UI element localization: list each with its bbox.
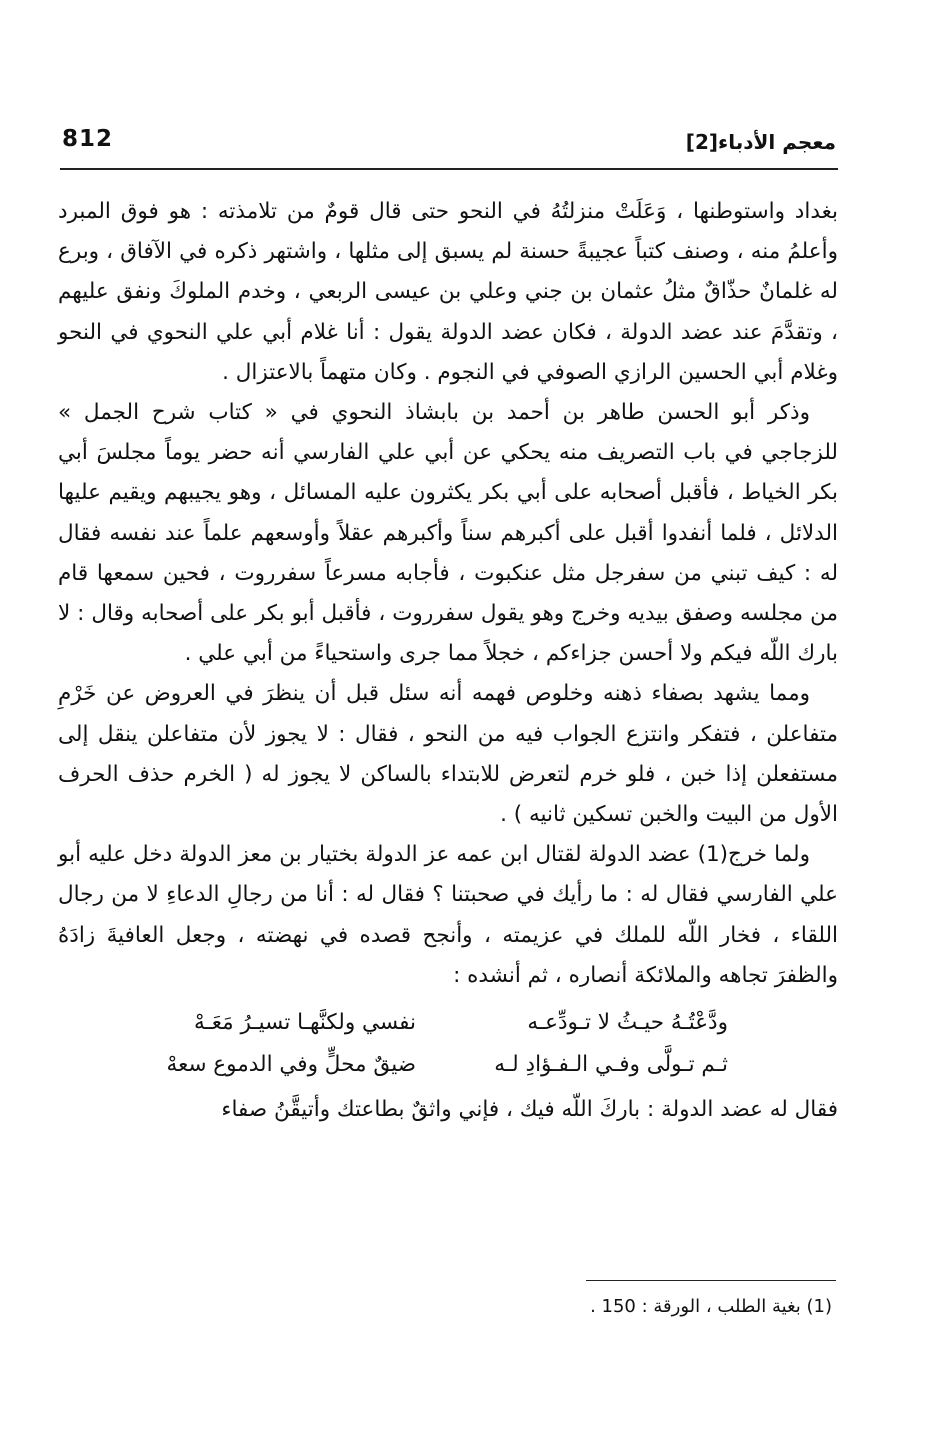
footnote: (1) بغية الطلب ، الورقة : 150 . <box>590 1296 832 1317</box>
main-text <box>58 192 838 1130</box>
paragraph: ولما خرج(1) عضد الدولة لقتال ابن عمه عز الدولة بختيار بن معز الدولة دخل عليه أبو علي الفارسي فقال له : ما رأيك في صحبتنا ؟ فقال له : أنا من رجالِ الدعاءِ لا من رجال اللقاء ، فخار اللّه للملك في عزيمته ، وأنجح قصده في نهضته ، وجعل العافيةَ زادَهُ والظفرَ تجاهه والملائكة أنصاره ، ثم أنشده : <box>58 842 838 988</box>
verse-second-hemistich: نفسي ولكنَّهـا تسيـرُ مَعَـهْ <box>193 1010 416 1036</box>
verse-first-hemistich: ثـم تـولَّى وفـي الـفـؤادِ لـه <box>494 1052 728 1078</box>
header-rule <box>60 168 838 170</box>
verse-line <box>58 1044 838 1086</box>
poem <box>58 1002 838 1086</box>
verse-second-hemistich: ضيقٌ محلٍّ وفي الدموع سعهْ <box>166 1052 416 1078</box>
running-title: معجم الأدباء[2] <box>685 130 836 154</box>
closing-line: فقال له عضد الدولة : باركَ اللّه فيك ، فإني واثقٌ بطاعتك وأتيقَّنُ صفاء <box>221 1097 838 1123</box>
paragraph: ومما يشهد بصفاء ذهنه وخلوص فهمه أنه سئل قبل أن ينظرَ في العروض عن خَرْمِ متفاعلن ، فتفكر وانتزع الجواب فيه من النحو ، فقال : لا يجوز لأن متفاعلن ينقل إلى مستفعلن إذا خبن ، فلو خرم لتعرض للابتداء بالساكن لا يجوز له ( الخرم حذف الحرف الأول من البيت والخبن تسكين ثانيه ) . <box>58 681 838 828</box>
page-number: 812 <box>62 126 114 152</box>
paragraph: بغداد واستوطنها ، وَعَلَتْ منزلتُهُ في النحو حتى قال قومٌ من تلامذته : هو فوق المبرد وأعلمُ منه ، وصنف كتباً عجيبةً حسنة لم يسبق إلى مثلها ، واشتهر ذكره في الآفاق ، وبرع له غلمانٌ حذّاقٌ مثلُ عثمان بن جني وعلي بن عيسى الربعي ، وخدم الملوكَ ونفق عليهم ، وتقدَّمَ عند عضد الدولة ، فكان عضد الدولة يقول : أنا غلام أبي علي النحوي في النحو وغلام أبي الحسين الرازي الصوفي في النجوم . وكان متهماً بالاعتزال . <box>58 199 838 385</box>
verse-first-hemistich: ودَّعْتُـهُ حيـثُ لا تـودِّعـه <box>527 1010 728 1036</box>
verse-line <box>58 1002 838 1044</box>
paragraph: وذكر أبو الحسن طاهر بن أحمد بن بابشاذ النحوي في « كتاب شرح الجمل » للزجاجي في باب التصريف منه يحكي عن أبي علي الفارسي أنه حضر يوماً مجلسَ أبي بكر الخياط ، فأقبل أصحابه على أبي بكر يكثرون عليه المسائل ، وهو يجيبهم ويقيم عليها الدلائل ، فلما أنفدوا أقبل على أكبرهم سناً وأكبرهم عقلاً وأوسعهم علماً عند نفسه فقال له : كيف تبني من سفرجل مثل عنكبوت ، فأجابه مسرعاً سفرروت ، فحين سمعها قام من مجلسه وصفق بيديه وخرج وهو يقول سفرروت ، فأقبل أبو بكر على أصحابه وقال : لا بارك اللّه فيكم ولا أحسن جزاءكم ، خجلاً مما جرى واستحياءً من أبي علي . <box>58 400 838 667</box>
footnote-rule <box>586 1280 836 1281</box>
